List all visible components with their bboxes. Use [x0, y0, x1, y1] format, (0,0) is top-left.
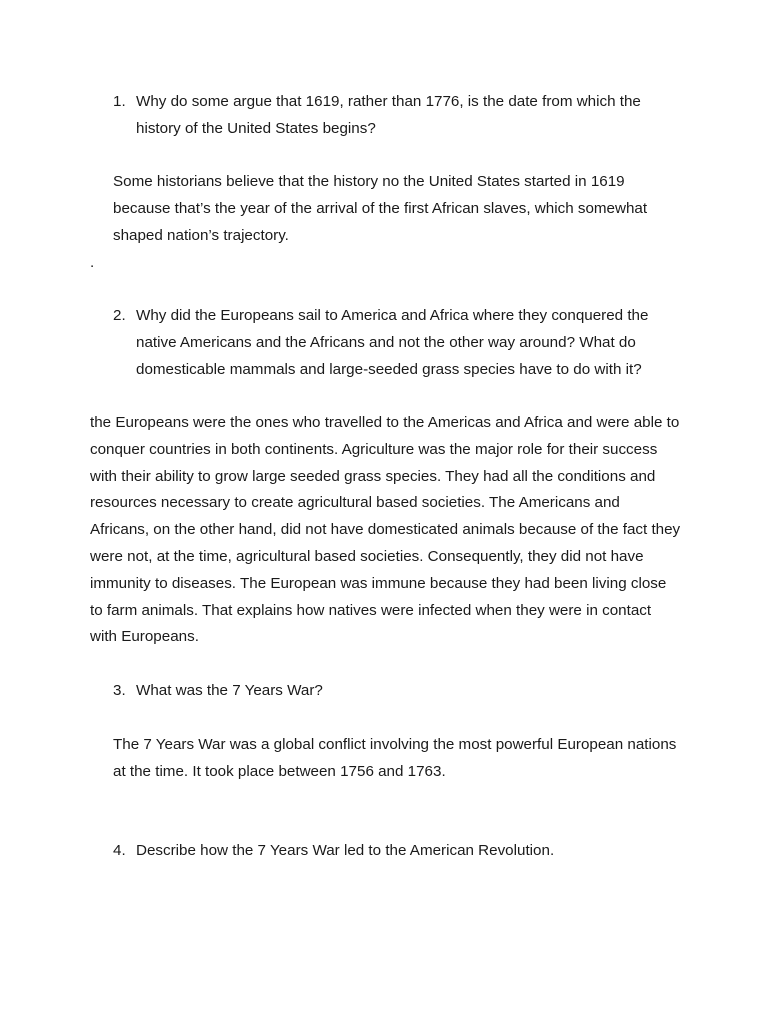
answer-3: The 7 Years War was a global conflict involving the most powerful European nations at the time. It took place between 1756 and 1763.: [113, 736, 677, 780]
question-text: What was the 7 Years War?: [136, 682, 323, 699]
stray-period: .: [90, 254, 95, 271]
question-number: 4.: [113, 842, 126, 859]
question-number: 3.: [113, 682, 126, 699]
question-4: [113, 838, 653, 865]
question-3: [113, 678, 653, 705]
question-number: 2.: [113, 307, 126, 324]
question-number: 1.: [113, 93, 126, 110]
question-1: [113, 89, 653, 143]
question-text: Why did the Europeans sail to America and Africa where they conquered the native Americans and the Africans and not the other way around? What do domesticable mammals and large-seeded grass species have to do with it?: [136, 307, 649, 378]
question-2: [113, 303, 653, 383]
answer-1: Some historians believe that the history no the United States started in 1619 because that’s the year of the arrival of the first African slaves, which somewhat shaped nation’s trajectory.: [113, 173, 648, 244]
question-text: Why do some argue that 1619, rather than 1776, is the date from which the history of the United States begins?: [136, 93, 641, 137]
answer-2: the Europeans were the ones who travelled to the Americas and Africa and were able to conquer countries in both continents. Agriculture was the major role for their success with their ability to grow large seeded grass species. They had all the conditions and resources necessary to create agricultural based societies. The Americans and Africans, on the other hand, did not have domesticated animals because of the fact they were not, at the time, agricultural based societies. Consequently, they did not have immunity to diseases. The European was immune because they had been living close to farm animals. That explains how natives were infected when they were in contact with Europeans.: [90, 414, 681, 646]
question-text: Describe how the 7 Years War led to the American Revolution.: [136, 842, 555, 859]
